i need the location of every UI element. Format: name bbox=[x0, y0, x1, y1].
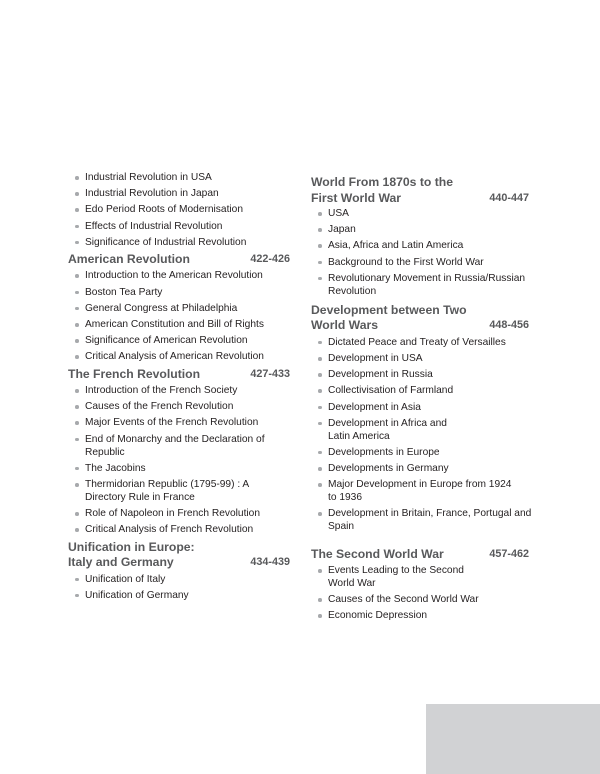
list-item: Causes of the French Revolution bbox=[68, 400, 290, 413]
list-item: Significance of Industrial Revolution bbox=[68, 236, 290, 249]
list-item: Development in Asia bbox=[311, 401, 529, 414]
toc-right-column bbox=[311, 171, 532, 626]
list-item: Thermidorian Republic (1795-99) : A Directory Rule in France bbox=[68, 478, 290, 504]
list-item: Critical Analysis of French Revolution bbox=[68, 523, 290, 536]
list-item: Industrial Revolution in USA bbox=[68, 171, 290, 184]
list-item: Introduction of the French Society bbox=[68, 384, 290, 397]
section-title: Unification in Europe: Italy and Germany bbox=[68, 539, 195, 570]
intro-item-list bbox=[68, 171, 290, 249]
section-title: The French Revolution bbox=[68, 366, 201, 381]
section-heading-world-1870s bbox=[311, 175, 529, 206]
list-item: Edo Period Roots of Modernisation bbox=[68, 203, 290, 216]
section-item-list bbox=[68, 384, 290, 536]
list-item: Economic Depression bbox=[311, 609, 529, 622]
page-range: 448-456 bbox=[489, 319, 529, 332]
list-item: Japan bbox=[311, 223, 529, 236]
section-title: The Second World War bbox=[311, 547, 444, 562]
list-item: USA bbox=[311, 207, 529, 220]
section-item-list bbox=[68, 269, 290, 363]
list-item: Industrial Revolution in Japan bbox=[68, 187, 290, 200]
list-item: The Jacobins bbox=[68, 462, 290, 475]
page-range: 422-426 bbox=[250, 252, 290, 265]
list-item: Unification of Germany bbox=[68, 589, 290, 602]
section-item-list bbox=[311, 336, 532, 534]
list-item: Developments in Germany bbox=[311, 462, 529, 475]
list-item: Unification of Italy bbox=[68, 573, 290, 586]
section-item-list bbox=[68, 573, 290, 602]
section-heading-french-revolution bbox=[68, 367, 290, 383]
section-title: Development between Two World Wars bbox=[311, 302, 467, 333]
list-item: General Congress at Philadelphia bbox=[68, 302, 290, 315]
section-item-list bbox=[311, 564, 529, 622]
section-item-list bbox=[311, 207, 529, 298]
list-item: End of Monarchy and the Declaration of Republic bbox=[68, 433, 265, 459]
list-item: Causes of the Second World War bbox=[311, 593, 529, 606]
section-title: World From 1870s to the First World War bbox=[311, 175, 453, 205]
section-heading-unification-europe bbox=[68, 540, 290, 571]
list-item: Events Leading to the Second World War bbox=[311, 564, 493, 590]
page-range: 457-462 bbox=[489, 548, 529, 561]
list-item: Development in Britain, France, Portugal and Spain bbox=[311, 507, 533, 533]
list-item: Boston Tea Party bbox=[68, 286, 290, 299]
list-item: Effects of Industrial Revolution bbox=[68, 220, 290, 233]
toc-left-column bbox=[68, 171, 290, 605]
section-heading-between-world-wars bbox=[311, 303, 529, 334]
list-item: Asia, Africa and Latin America bbox=[311, 239, 529, 252]
list-item: Revolutionary Movement in Russia/Russian Revolution bbox=[311, 272, 533, 298]
section-heading-second-world-war bbox=[311, 547, 529, 563]
section-heading-american-revolution bbox=[68, 252, 290, 268]
list-item: Major Events of the French Revolution bbox=[68, 416, 290, 429]
page-range: 440-447 bbox=[489, 191, 529, 204]
list-item: Introduction to the American Revolution bbox=[68, 269, 290, 282]
list-item: Major Development in Europe from 1924 to 1936 bbox=[311, 478, 513, 504]
list-item: Development in Africa and Latin America bbox=[311, 417, 453, 443]
section-title: American Revolution bbox=[68, 251, 190, 266]
list-item: Dictated Peace and Treaty of Versailles bbox=[311, 336, 529, 349]
list-item: American Constitution and Bill of Rights bbox=[68, 318, 290, 331]
page-range: 427-433 bbox=[250, 367, 290, 380]
list-item: Critical Analysis of American Revolution bbox=[68, 350, 290, 363]
list-item: Development in USA bbox=[311, 352, 529, 365]
list-item: Development in Russia bbox=[311, 368, 529, 381]
list-item: Background to the First World War bbox=[311, 256, 529, 269]
list-item: Collectivisation of Farmland bbox=[311, 384, 529, 397]
page-range: 434-439 bbox=[250, 556, 290, 569]
list-item: Role of Napoleon in French Revolution bbox=[68, 507, 290, 520]
list-item: Significance of American Revolution bbox=[68, 334, 290, 347]
list-item: Developments in Europe bbox=[311, 446, 529, 459]
corner-gray-block bbox=[426, 704, 600, 774]
